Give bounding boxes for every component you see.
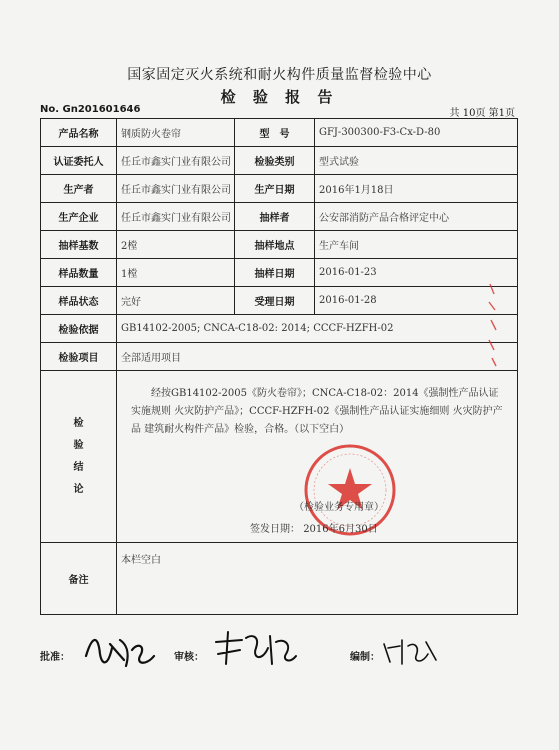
seal-note: （检验业务专用章）: [294, 502, 384, 513]
sample-date-value: 2016-01-23: [315, 259, 518, 287]
manufacturer-value: 任丘市鑫实门业有限公司: [117, 175, 235, 203]
producer-value: 任丘市鑫实门业有限公司: [117, 203, 235, 231]
production-date-value: 2016年1月18日: [315, 175, 518, 203]
remarks-value: 本栏空白: [117, 543, 518, 615]
product-name-value: 钢质防火卷帘: [117, 119, 235, 147]
conclusion-text: 经按GB14102-2005《防火卷帘》；CNCA-C18-02：2014《强制性产品认证实施规则 火灾防护产品》；CCCF-HZFH-02《强制性产品认证实施细则 火灾防护产品 建筑耐火构件产品》检验，合格。（以下空白）: [117, 371, 518, 543]
table-row: [41, 119, 518, 147]
sign-date-value: 2016年6月30日: [303, 524, 378, 535]
conclusion-label: [41, 371, 117, 543]
table-row: [41, 343, 518, 371]
approver-signature: [80, 626, 160, 674]
conclusion-label-char: 论: [73, 483, 84, 495]
review-label: 审核：: [174, 652, 204, 663]
organization-name: 国家固定灭火系统和耐火构件质量监督检验中心: [127, 67, 432, 83]
sample-date-label: 抽样日期: [235, 259, 315, 287]
table-row: [41, 371, 518, 543]
manufacturer-label: 生产者: [41, 175, 117, 203]
table-row: [41, 259, 518, 287]
basis-value: GB14102-2005; CNCA-C18-02: 2014; CCCF-HZFH-02: [117, 315, 518, 343]
report-number: No. Gn201601646: [40, 104, 141, 115]
model-value: GFJ-300300-F3-Cx-D-80: [315, 119, 518, 147]
producer-label: 生产企业: [41, 203, 117, 231]
sign-date-row: [250, 520, 378, 535]
table-row: [41, 231, 518, 259]
table-row: [41, 175, 518, 203]
accept-date-label: 受理日期: [235, 287, 315, 315]
sampler-value: 公安部消防产品合格评定中心: [315, 203, 518, 231]
report-title: 检 验 报 告: [220, 88, 339, 106]
accept-date-value: 2016-01-28: [315, 287, 518, 315]
items-label: 检验项目: [41, 343, 117, 371]
approve-label: 批准：: [40, 652, 70, 663]
table-row: [41, 203, 518, 231]
product-name-label: 产品名称: [41, 119, 117, 147]
sampler-label: 抽样者: [235, 203, 315, 231]
table-row: [41, 287, 518, 315]
sample-state-value: 完好: [117, 287, 235, 315]
sample-location-value: 生产车间: [315, 231, 518, 259]
sample-base-value: 2樘: [117, 231, 235, 259]
client-label: 认证委托人: [41, 147, 117, 175]
model-label: 型 号: [235, 119, 315, 147]
sample-qty-value: 1樘: [117, 259, 235, 287]
production-date-label: 生产日期: [235, 175, 315, 203]
remarks-label: 备注: [41, 543, 117, 615]
items-value: 全部适用项目: [117, 343, 518, 371]
client-value: 任丘市鑫实门业有限公司: [117, 147, 235, 175]
page-info: 共 10页 第1页: [449, 108, 515, 119]
conclusion-label-char: 验: [73, 439, 84, 451]
sample-qty-label: 样品数量: [41, 259, 117, 287]
sample-location-label: 抽样地点: [235, 231, 315, 259]
report-form-table: [40, 118, 518, 615]
basis-label: 检验依据: [41, 315, 117, 343]
table-row: [41, 147, 518, 175]
sign-date-label: 签发日期：: [250, 524, 300, 535]
test-type-label: 检验类别: [235, 147, 315, 175]
compiler-signature: [380, 634, 440, 668]
compile-label: 编制：: [350, 652, 380, 663]
sample-base-label: 抽样基数: [41, 231, 117, 259]
test-type-value: 型式试验: [315, 147, 518, 175]
edge-seal-mark: [486, 280, 500, 370]
conclusion-label-char: 结: [73, 461, 84, 473]
reviewer-signature: [212, 628, 298, 672]
table-row: [41, 315, 518, 343]
table-row: [41, 543, 518, 615]
conclusion-label-char: 检: [73, 417, 84, 429]
sample-state-label: 样品状态: [41, 287, 117, 315]
